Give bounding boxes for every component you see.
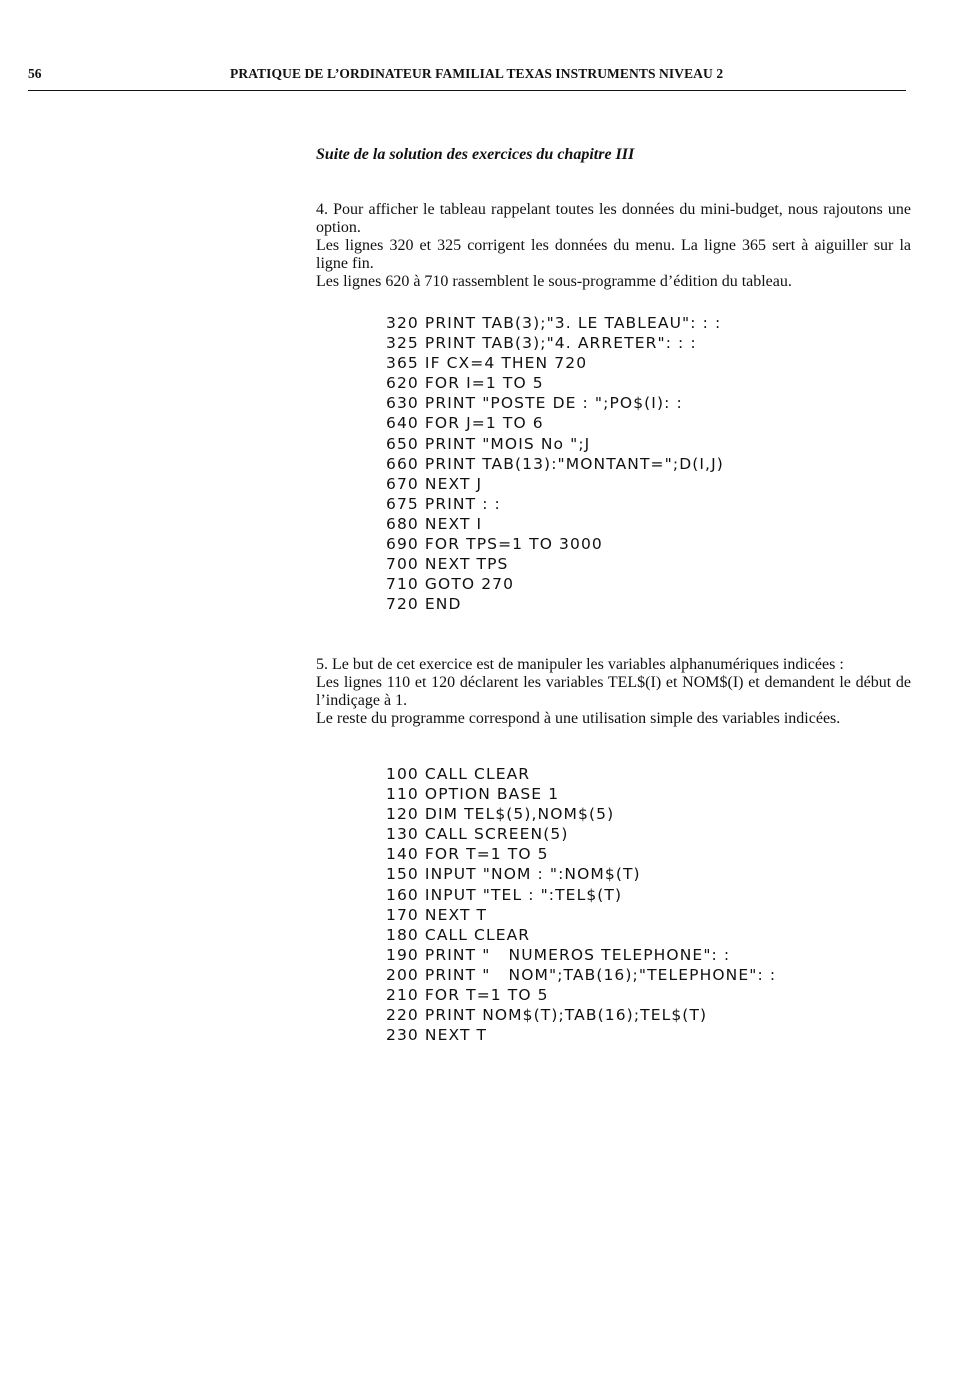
code-line: 670 NEXT J — [386, 474, 483, 493]
exercise-5-text — [316, 656, 911, 728]
code-line: 710 GOTO 270 — [386, 575, 515, 594]
code-line: 640 FOR J=1 TO 6 — [386, 414, 544, 433]
code-line: 650 PRINT "MOIS No ";J — [386, 434, 591, 453]
code-line: 110 OPTION BASE 1 — [386, 785, 560, 804]
code-line: 620 FOR I=1 TO 5 — [386, 374, 544, 393]
code-line: 680 NEXT I — [386, 514, 483, 533]
exercise-4-text — [316, 201, 911, 291]
code-line: 320 PRINT TAB(3);"3. LE TABLEAU": : : — [386, 314, 722, 332]
code-line: 180 CALL CLEAR — [386, 925, 531, 944]
exercise-5-paragraph: 5. Le but de cet exercice est de manipuler les variables alphanumériques indicées : — [316, 656, 844, 673]
code-line: 660 PRINT TAB(13):"MONTANT=";D(I,J) — [386, 454, 724, 473]
code-line: 100 CALL CLEAR — [386, 765, 531, 783]
exercise-4-paragraph: Les lignes 320 et 325 corrigent les données du menu. La ligne 365 sert à aiguiller sur la ligne fin. — [316, 237, 911, 272]
exercise-5-code-listing — [386, 764, 776, 1045]
code-line: 210 FOR T=1 TO 5 — [386, 986, 549, 1005]
code-line: 200 PRINT " NOM";TAB(16);"TELEPHONE": : — [386, 965, 777, 984]
code-line: 325 PRINT TAB(3);"4. ARRETER": : : — [386, 334, 697, 353]
page-number: 56 — [28, 66, 42, 81]
code-line: 720 END — [386, 595, 462, 614]
code-line: 230 NEXT T — [386, 1026, 488, 1045]
code-line: 365 IF CX=4 THEN 720 — [386, 354, 588, 373]
exercise-5-paragraph: Le reste du programme correspond à une utilisation simple des variables indicées. — [316, 710, 841, 727]
section-title: Suite de la solution des exercices du chapitre III — [316, 146, 635, 163]
code-line: 630 PRINT "POSTE DE : ";PO$(I): : — [386, 394, 683, 413]
code-line: 120 DIM TEL$(5),NOM$(5) — [386, 805, 615, 824]
exercise-4-paragraph: Les lignes 620 à 710 rassemblent le sous-programme d’édition du tableau. — [316, 273, 792, 290]
code-line: 190 PRINT " NUMEROS TELEPHONE": : — [386, 945, 731, 964]
exercise-5-paragraph: Les lignes 110 et 120 déclarent les variables TEL$(I) et NOM$(I) et demandent le début de l’indiçage à 1. — [316, 674, 911, 709]
code-line: 700 NEXT TPS — [386, 555, 509, 574]
code-line: 130 CALL SCREEN(5) — [386, 825, 569, 844]
code-line: 170 NEXT T — [386, 905, 488, 924]
exercise-4-paragraph: 4. Pour afficher le tableau rappelant toutes les données du mini-budget, nous rajoutons une option. — [316, 201, 911, 236]
code-line: 160 INPUT "TEL : ":TEL$(T) — [386, 885, 623, 904]
code-line: 140 FOR T=1 TO 5 — [386, 845, 549, 864]
exercise-4-code-listing — [386, 313, 724, 614]
code-line: 220 PRINT NOM$(T);TAB(16);TEL$(T) — [386, 1006, 708, 1025]
code-line: 150 INPUT "NOM : ":NOM$(T) — [386, 865, 641, 884]
running-title: PRATIQUE DE L’ORDINATEUR FAMILIAL TEXAS INSTRUMENTS NIVEAU 2 — [230, 66, 724, 81]
page-header — [28, 66, 906, 91]
code-line: 690 FOR TPS=1 TO 3000 — [386, 535, 603, 554]
code-line: 675 PRINT : : — [386, 494, 501, 513]
